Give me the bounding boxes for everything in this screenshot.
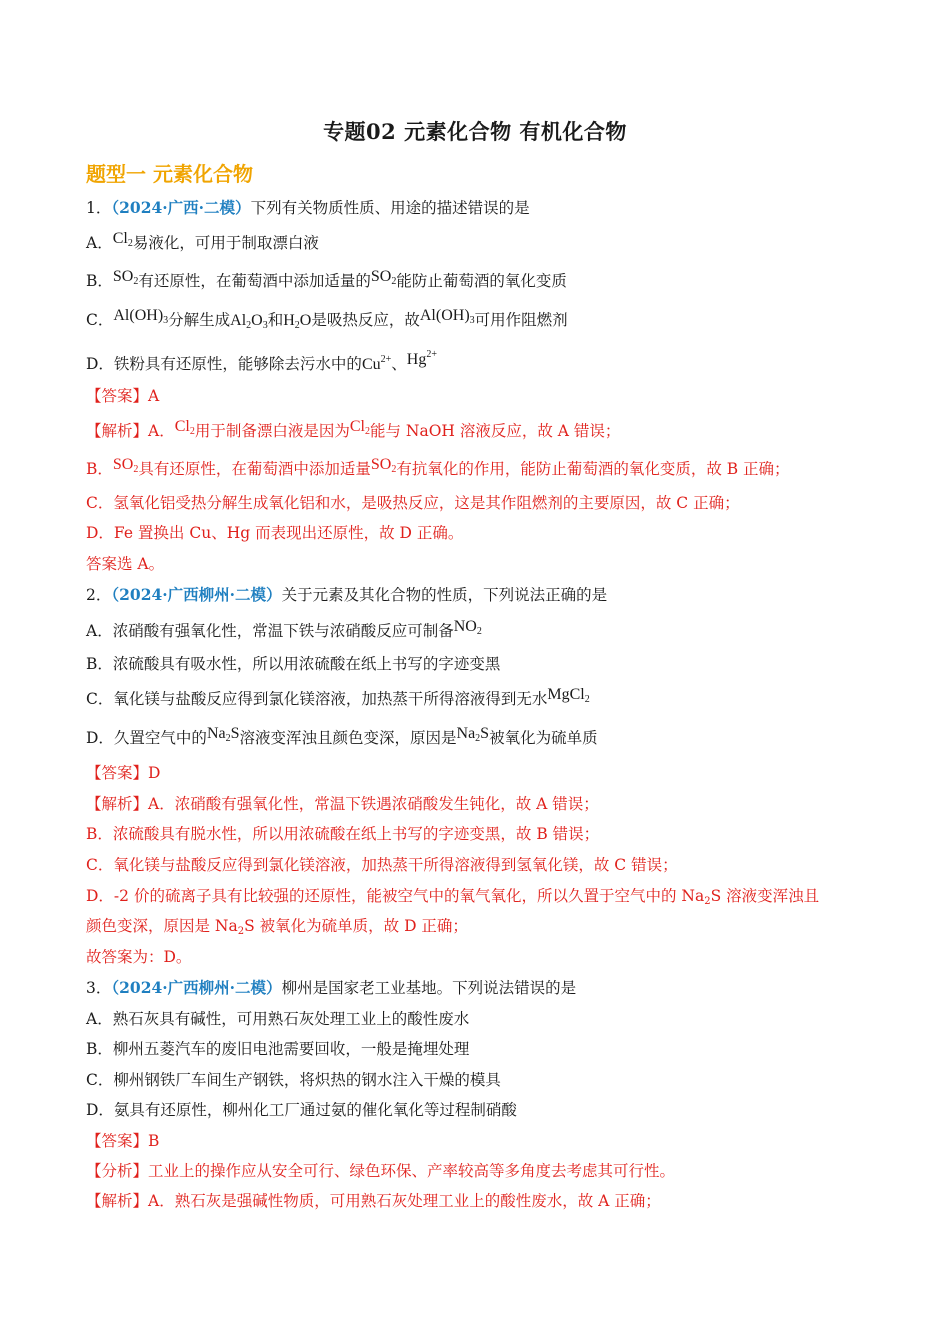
- formula-element: O: [299, 312, 312, 329]
- formula-subscript: 2: [225, 733, 231, 744]
- explanation-text: 用于制备漂白液是因为: [194, 422, 350, 440]
- option-text: 和: [267, 311, 284, 329]
- formula-subscript: 2: [391, 464, 397, 475]
- formula-hg2plus: [407, 351, 437, 368]
- q1-option-b: [86, 270, 876, 298]
- q1-stem: [86, 197, 876, 219]
- option-text: A．浓硝酸有强氧化性，常温下铁与浓硝酸反应可制备: [86, 622, 454, 640]
- formula-charge: 2+: [426, 349, 437, 360]
- q2-option-c: [86, 688, 876, 716]
- formula-element: Cl: [349, 418, 365, 435]
- q3-answer: 【答案】B: [86, 1132, 160, 1150]
- formula-element: Na: [456, 725, 476, 742]
- formula-cl2: [175, 418, 195, 435]
- q2-number: 2．: [86, 586, 112, 604]
- q2-final: 故答案为：D。: [86, 948, 192, 966]
- formula-subscript: 2: [246, 320, 252, 331]
- option-label: B．: [86, 272, 113, 290]
- q3-stem-text: 柳州是国家老工业基地。下列说法错误的是: [281, 979, 577, 997]
- q1-stem-text: 下列有关物质性质、用途的描述错误的是: [250, 199, 530, 217]
- explanation-label: 【解析】: [86, 795, 149, 813]
- formula-element: Cl: [112, 230, 128, 247]
- formula-element: Al: [230, 312, 247, 329]
- q1-option-d: [86, 349, 876, 376]
- q1-explanation-a: [86, 420, 876, 448]
- q2-explanation-d-line2: [86, 915, 876, 943]
- formula-element: SO: [370, 456, 392, 473]
- q2-option-b: B．浓硫酸具有吸水性，所以用浓硫酸在纸上书写的字迹变黑: [86, 655, 501, 673]
- q1-explanation-d: D．Fe 置换出 Cu、Hg 而表现出还原性，故 D 正确。: [86, 524, 464, 542]
- option-text: 可用作阻燃剂: [474, 311, 568, 329]
- q1-answer: 【答案】A: [86, 387, 160, 405]
- document-title: 专题02 元素化合物 有机化合物: [323, 119, 627, 144]
- option-label: A．: [148, 422, 175, 440]
- formula-na2s: [457, 725, 490, 742]
- explanation-text: 颜色变深，原因是 Na: [86, 917, 238, 935]
- option-text: 易液化，可用于制取漂白液: [132, 234, 319, 252]
- option-text: 有还原性，在葡萄酒中添加适量的: [138, 272, 371, 290]
- analysis-text: 工业上的操作应从安全可行、绿色环保、产率较高等多角度去考虑其可行性。: [148, 1162, 676, 1180]
- option-text: 分解生成: [168, 311, 231, 329]
- formula-element: Al: [419, 307, 436, 324]
- formula-no2: [454, 618, 482, 635]
- option-label: C．: [86, 311, 114, 329]
- option-text: D．久置空气中的: [86, 729, 207, 747]
- formula-element: SO: [112, 268, 134, 285]
- q2-stem-text: 关于元素及其化合物的性质，下列说法正确的是: [281, 586, 608, 604]
- formula-subscript: 2: [364, 426, 370, 437]
- formula-h2o: [283, 312, 311, 329]
- explanation-text: A．熟石灰是强碱性物质，可用熟石灰处理工业上的酸性废水，故 A 正确；: [148, 1192, 661, 1210]
- explanation-text: 能与 NaOH 溶液反应，故 A 错误；: [369, 422, 621, 440]
- explanation-text: S 被氧化为硫单质，故 D 正确；: [244, 917, 468, 935]
- explanation-text: 有抗氧化的作用，能防止葡萄酒的氧化变质，故 B 正确；: [396, 460, 790, 478]
- formula-element: Cl: [174, 418, 190, 435]
- formula-subscript: 3: [469, 315, 475, 326]
- formula-subscript: 2: [133, 464, 139, 475]
- formula-charge: 2+: [380, 354, 392, 365]
- formula-subscript: 2: [391, 276, 397, 287]
- explanation-label: 【解析】: [86, 1192, 149, 1210]
- q2-option-a: [86, 620, 876, 648]
- formula-subscript: 2: [189, 426, 195, 437]
- q3-option-a: A．熟石灰具有碱性，可用熟石灰处理工业上的酸性废水: [86, 1010, 470, 1028]
- option-text: 溶液变浑浊且颜色变深，原因是: [239, 729, 457, 747]
- formula-group: (OH): [129, 307, 164, 324]
- q1-explanation-b: [86, 458, 876, 486]
- q1-source: （2024·广西·二模）: [111, 198, 251, 217]
- option-label: A．: [86, 234, 113, 252]
- formula-al2o3: [230, 312, 268, 329]
- option-text: C．氧化镁与盐酸反应得到氯化镁溶液，加热蒸干所得溶液得到无水: [86, 690, 548, 708]
- formula-subscript: 2: [476, 626, 482, 637]
- explanation-text: D．-2 价的硫离子具有比较强的还原性，能被空气中的氧气氧化，所以久置于空气中的 Na: [86, 887, 705, 905]
- q3-analysis: [86, 1160, 876, 1182]
- formula-element: SO: [370, 268, 392, 285]
- q2-explanation-c: C．氧化镁与盐酸反应得到氯化镁溶液，加热蒸干所得溶液得到氢氧化镁，故 C 错误；: [86, 856, 678, 874]
- q2-explanation-a: [86, 793, 876, 815]
- q2-explanation-d-line1: [86, 885, 876, 913]
- analysis-label: 【分析】: [86, 1162, 149, 1180]
- formula-so2: [371, 456, 396, 473]
- separator: 、: [391, 355, 407, 373]
- formula-element: O: [251, 312, 263, 329]
- q1-final: 答案选 A。: [86, 555, 165, 573]
- formula-subscript: 3: [163, 315, 169, 326]
- formula-na2s: [207, 725, 240, 742]
- q2-option-d: [86, 727, 876, 755]
- formula-so2: [371, 268, 396, 285]
- formula-subscript: 2: [704, 896, 711, 907]
- formula-element: S: [230, 725, 240, 742]
- formula-aloh3: [420, 307, 475, 324]
- formula-aloh3: [113, 307, 168, 324]
- formula-element: Na: [206, 725, 226, 742]
- option-text: D．铁粉具有还原性，能够除去污水中的: [86, 355, 362, 373]
- formula-element: H: [283, 312, 295, 329]
- q1-option-a: [86, 232, 876, 260]
- q2-source: （2024·广西柳州·二模）: [111, 585, 282, 604]
- formula-subscript: 2: [294, 320, 300, 331]
- formula-subscript: 2: [584, 694, 590, 705]
- option-label: B．: [86, 460, 113, 478]
- formula-mgcl2: [547, 686, 589, 703]
- option-text: 被氧化为硫单质: [489, 729, 598, 747]
- formula-element: S: [480, 725, 490, 742]
- formula-subscript: 2: [237, 926, 245, 937]
- option-text: 是吸热反应，故: [311, 311, 420, 329]
- option-text: 能防止葡萄酒的氧化变质: [396, 272, 567, 290]
- formula-cl2: [350, 418, 370, 435]
- q2-answer: 【答案】D: [86, 764, 161, 782]
- q2-stem: [86, 584, 876, 606]
- formula-cu2plus: [362, 356, 391, 373]
- q1-explanation-c: C．氢氧化铝受热分解生成氧化铝和水，是吸热反应，这是其作阻燃剂的主要原因，故 C 正确；: [86, 494, 740, 512]
- q3-source: （2024·广西柳州·二模）: [111, 978, 282, 997]
- explanation-text: 具有还原性，在葡萄酒中添加适量: [138, 460, 371, 478]
- formula-subscript: 3: [262, 320, 268, 331]
- q3-option-d: D．氨具有还原性，柳州化工厂通过氨的催化氧化等过程制硝酸: [86, 1101, 517, 1119]
- explanation-label: 【解析】: [86, 422, 149, 440]
- formula-element: Cu: [361, 356, 381, 373]
- formula-cl2: [113, 230, 133, 247]
- q2-explanation-b: B．浓硫酸具有脱水性，所以用浓硫酸在纸上书写的字迹变黑，故 B 错误；: [86, 825, 600, 843]
- section-heading: 题型一 元素化合物: [86, 162, 253, 186]
- q1-option-c: [86, 309, 876, 337]
- formula-group: (OH): [435, 307, 470, 324]
- formula-element: MgCl: [547, 686, 585, 703]
- q1-number: 1．: [86, 199, 112, 217]
- formula-so2: [113, 456, 138, 473]
- formula-element: Hg: [406, 351, 427, 368]
- q3-stem: [86, 977, 876, 999]
- q3-option-b: B．柳州五菱汽车的废旧电池需要回收，一般是掩埋处理: [86, 1040, 470, 1058]
- q3-number: 3．: [86, 979, 112, 997]
- formula-subscript: 2: [127, 238, 133, 249]
- formula-element: NO: [453, 618, 477, 635]
- q3-explanation-a: [86, 1190, 876, 1212]
- formula-subscript: 2: [475, 733, 481, 744]
- explanation-text: A．浓硝酸有强氧化性，常温下铁遇浓硝酸发生钝化，故 A 错误；: [148, 795, 599, 813]
- explanation-text: S 溶液变浑浊且: [710, 887, 820, 905]
- formula-element: Al: [113, 307, 130, 324]
- formula-subscript: 2: [133, 276, 139, 287]
- formula-so2: [113, 268, 138, 285]
- q3-option-c: C．柳州钢铁厂车间生产钢铁，将炽热的钢水注入干燥的模具: [86, 1071, 501, 1089]
- formula-element: SO: [112, 456, 134, 473]
